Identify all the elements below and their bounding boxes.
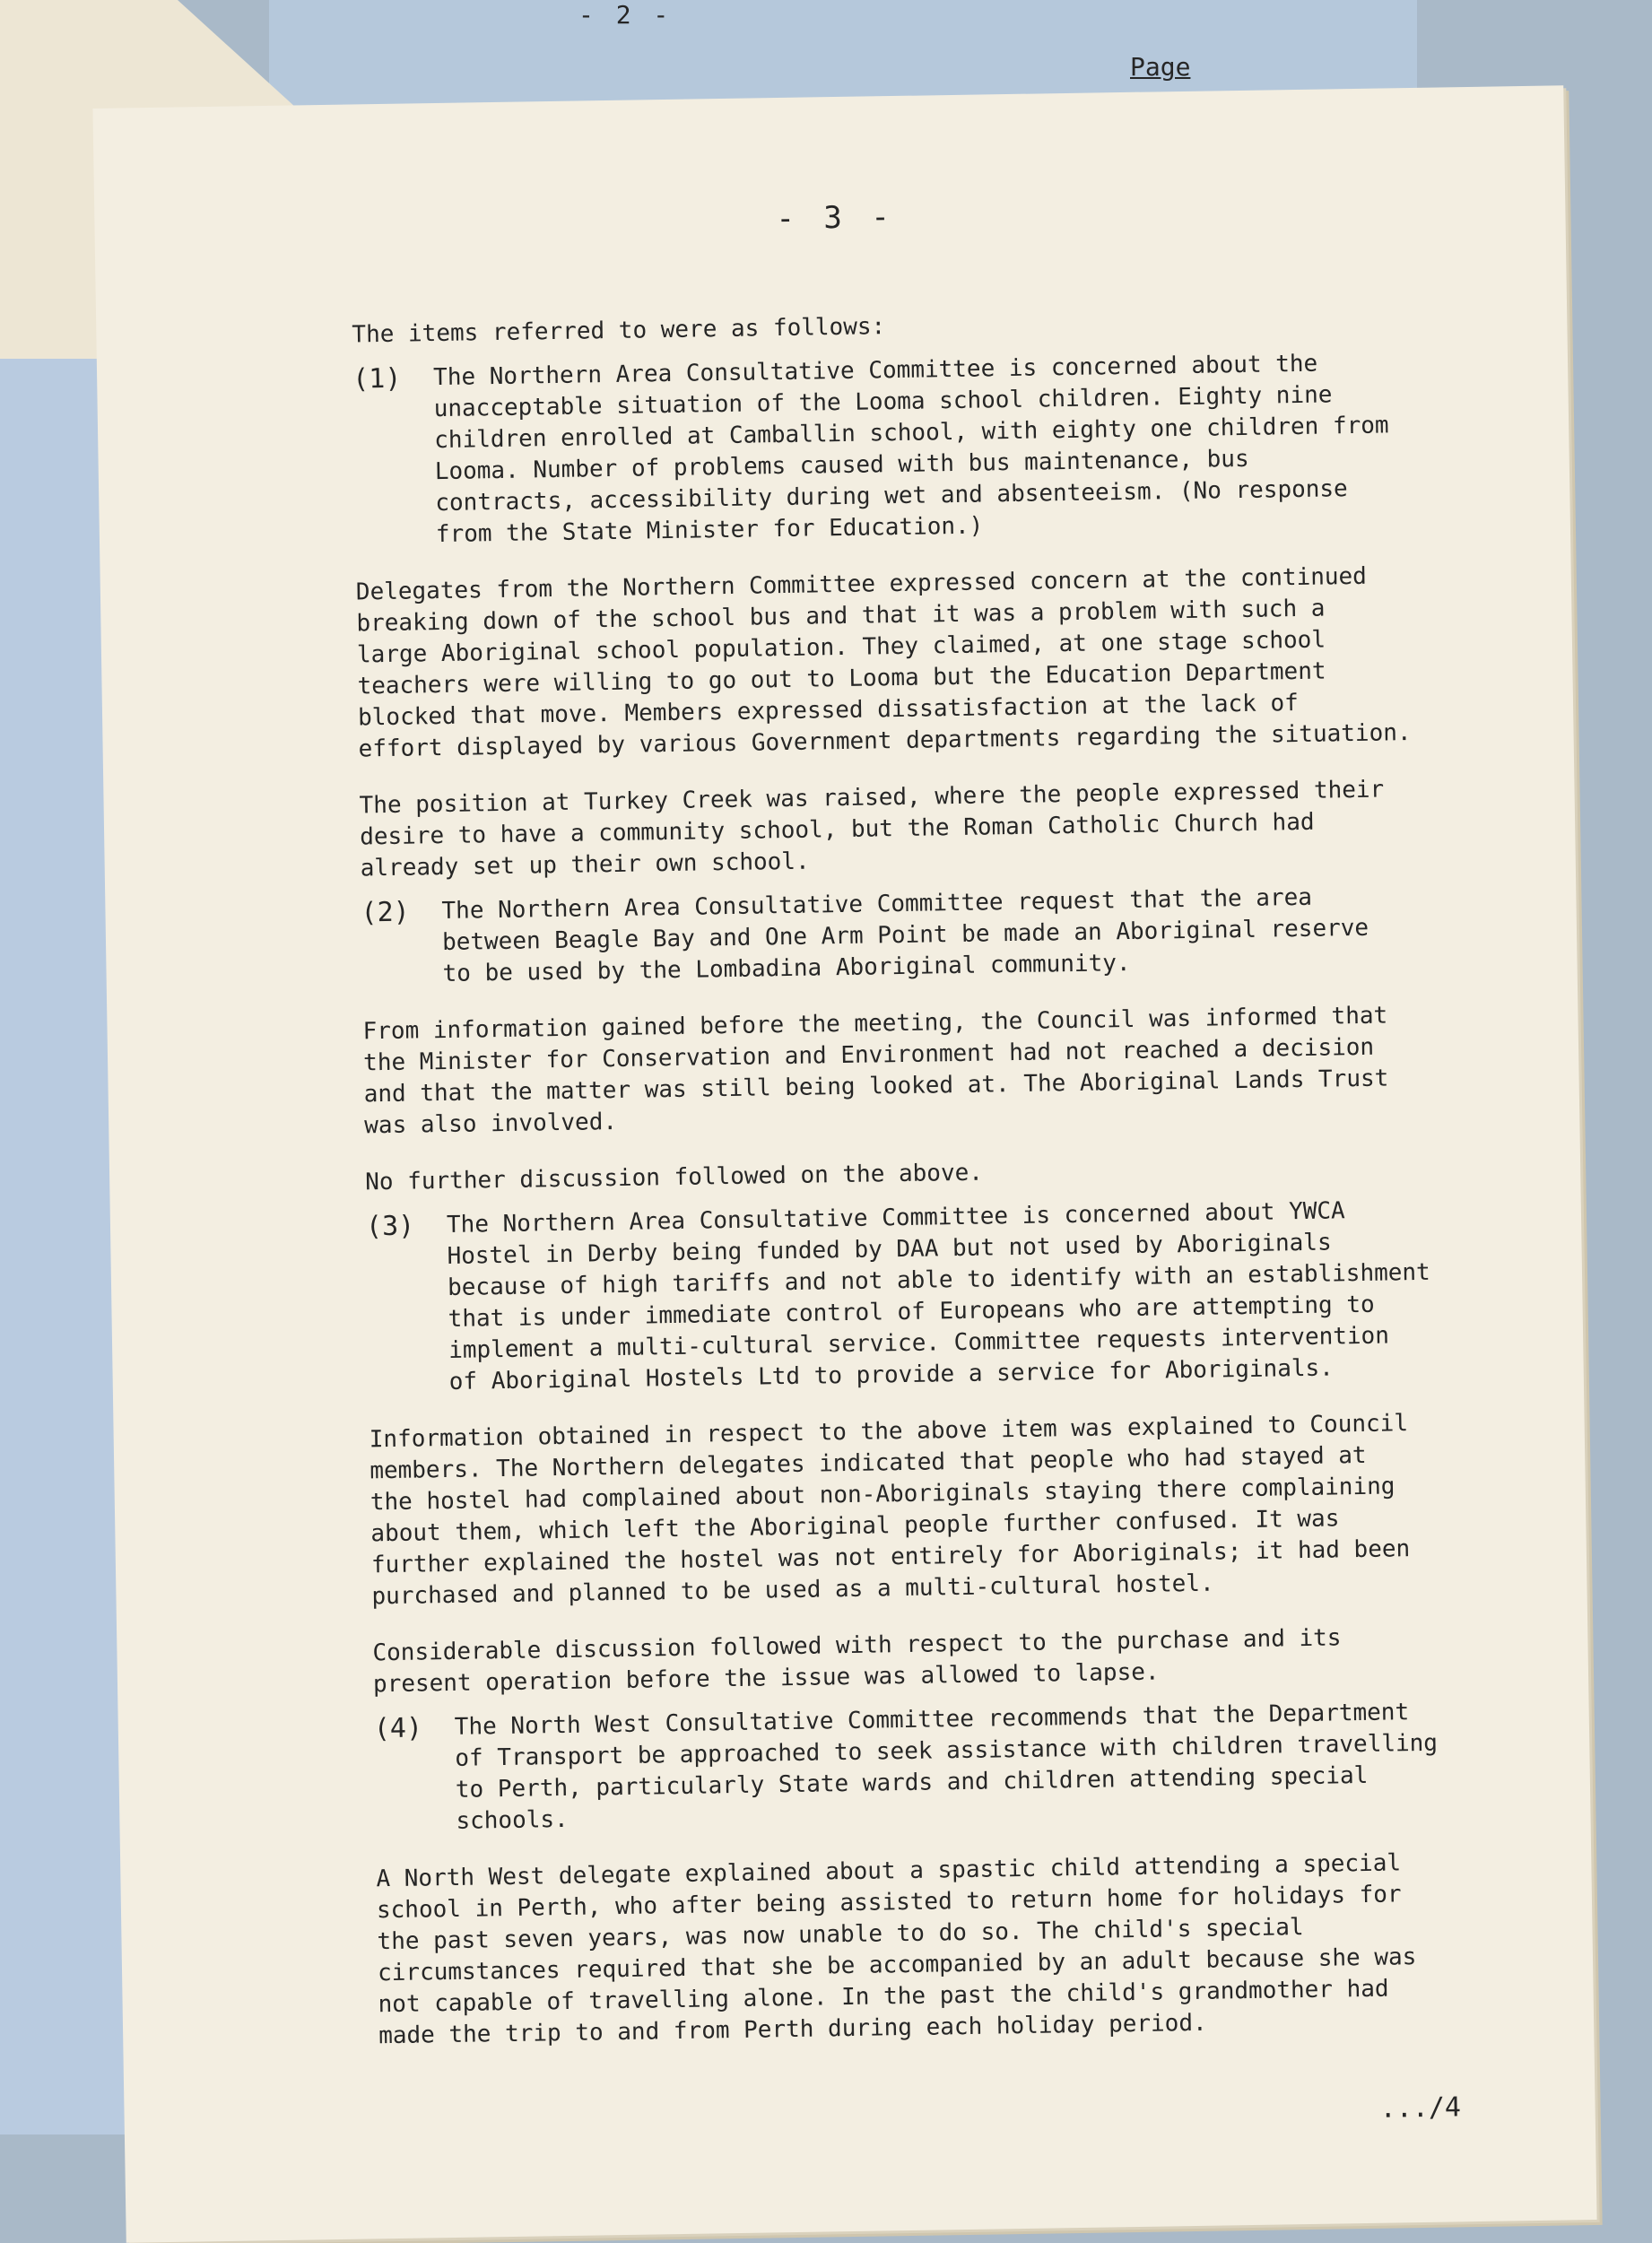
page-body [352,300,1581,2077]
paragraph: From information gained before the meeting, the Council was informed that the Minister for Conservation and Environment had not reached a decision and that the matter was still being looked at. The Aboriginal Lands Trust was also involved. [362,1002,1389,1140]
back-sheet-page-number: - 2 - [578,0,673,30]
item-number: (4) [373,1712,423,1745]
item-text: The Northern Area Consultative Committee is concerned about YWCA Hostel in Derby being funded by DAA but not used by Aboriginals because of high tariffs and not able to identify with an establishment that is under immediate control of Europeans who are attempting to implement a multi-cultural service. Committee requests intervention of Aboriginal Hostels Ltd to provide a service for Aboriginals. [446,1197,1430,1395]
paragraph: The position at Turkey Creek was raised, where the people expressed their desire to have a community school, but the Roman Catholic Church had already set up their own school. [359,776,1385,882]
item-number: (1) [352,362,402,396]
agenda-item-2 [361,878,1563,991]
item-text: The Northern Area Consultative Committee request that the area between Beagle Bay and One Arm Point be made an Aboriginal reserve to be used by the Lombadina Aboriginal community. [441,883,1369,988]
item-text: The North West Consultative Committee recommends that the Department of Transport be approached to seek assistance with children travelling to Perth, particularly State wards and children attending special schools. [454,1699,1439,1835]
item-text: The Northern Area Consultative Committee is concerned about the unacceptable situation of the Looma school children. Eighty nine children enrolled at Camballin school, with eighty one children from Looma. Number of problems caused with bus maintenance, bus contracts, accessibility during wet and absenteeism. (No response from the State Minister for Education.) [432,350,1389,549]
agenda-item-4 [374,1694,1578,1839]
document-page [92,85,1596,2242]
item-number: (3) [365,1210,415,1243]
paragraph: No further discussion followed on the above. [365,1159,984,1196]
paragraph: Information obtained in respect to the above item was explained to Council members. The Northern delegates indicated that people who had stayed at the hostel had complained about non-Aboriginals staying there complaining about them, which left the Aboriginal people further confused. It was further explained the hostel was not entirely for Aboriginals; it had been purchased and planned to be used as a multi-cultural hostel. [369,1410,1411,1611]
intro-text: The items referred to were as follows: [352,313,886,349]
paragraph: Delegates from the Northern Committee expressed concern at the continued breaking down of the school bus and that it was a problem with such a large Aboriginal school population. They claimed, at one stage school teachers were willing to go out to Looma but the Education Department blocked that move. Members expressed dissatisfaction at the lack of effort displayed by various Government departments regarding the situation. [355,562,1412,763]
item-number: (2) [361,896,410,929]
page-number: - 3 - [776,198,896,238]
agenda-item-3 [366,1192,1570,1399]
agenda-item-1 [352,344,1557,552]
back-sheet-page-label: Page [1130,52,1191,82]
paragraph: A North West delegate explained about a spastic child attending a special school in Perth, who after being assisted to return home for holidays for the past seven years, was now unable to do so. The child's special circumstances required that she be accompanied by an adult because she was not capable of travelling alone. In the past the child's grandmother had made the trip to and from Perth during each holiday period. [376,1849,1417,2050]
continued-marker: .../4 [1379,2091,1462,2125]
paragraph: Considerable discussion followed with respect to the purchase and its present operation before the issue was allowed to lapse. [372,1624,1342,1699]
